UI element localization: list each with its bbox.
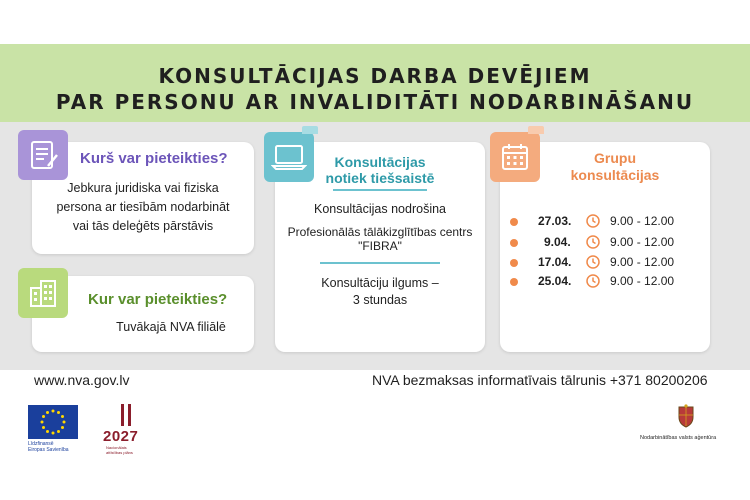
session-time: 9.00 - 12.00	[610, 274, 675, 288]
session-date: 27.03.	[538, 214, 572, 228]
where-to-apply-heading: Kur var pieteikties?	[88, 291, 228, 308]
calendar-icon	[490, 132, 540, 182]
group-heading-line1: Grupu	[594, 150, 636, 166]
who-can-apply-text-line2: persona ar tiesībām nodarbināt	[56, 200, 230, 214]
schedule-row	[510, 235, 700, 253]
clock-icon	[586, 214, 600, 228]
session-date: 9.04.	[544, 235, 571, 249]
clock-icon	[586, 255, 600, 269]
page-title-line2: PAR PERSONU AR INVALIDITĀTI NODARBINĀŠANU	[55, 90, 695, 114]
phone-info: NVA bezmaksas informatīvais tālrunis +371 80200206	[372, 372, 708, 388]
online-heading-line2: notiek tiešsaistē	[325, 170, 435, 186]
bullet-dot	[510, 239, 518, 247]
eu-caption-line2: Eiropas Savienība	[28, 447, 69, 453]
who-can-apply-text-line3: vai tās deleģēts pārstāvis	[72, 219, 214, 233]
eu-flag-logo	[28, 405, 78, 439]
agency-name: Nodarbinātības valsts aģentūra	[640, 435, 717, 441]
bullet-dot	[510, 259, 518, 267]
plan-year: 2027	[103, 428, 139, 445]
who-can-apply-heading: Kurš var pieteikties?	[80, 150, 228, 167]
building-icon	[18, 268, 68, 318]
session-time: 9.00 - 12.00	[610, 255, 675, 269]
provider-name-line2: "FIBRA"	[358, 239, 402, 253]
section-divider	[320, 262, 440, 264]
bullet-dot	[510, 278, 518, 286]
who-can-apply-text-line1: Jebkura juridiska vai fiziska	[67, 181, 219, 195]
online-heading-line1: Konsultācijas	[334, 154, 426, 170]
eu-caption	[28, 441, 69, 453]
schedule-row	[510, 255, 700, 273]
duration-text-line2: 3 stundas	[352, 293, 408, 307]
provided-by-text: Konsultācijas nodrošina	[313, 202, 447, 216]
plan-caption	[106, 445, 133, 455]
group-heading-line2: konsultācijas	[570, 167, 660, 183]
page-title-line1: KONSULTĀCIJAS DARBA DEVĒJIEM	[158, 64, 592, 88]
where-to-apply-text: Tuvākajā NVA filiālē	[116, 320, 226, 334]
eu-caption-line1: Līdzfinansē	[28, 441, 54, 447]
session-time: 9.00 - 12.00	[610, 235, 675, 249]
plan-caption-line2: attīstības plāns	[106, 450, 133, 455]
provider-name-line1: Profesionālās tālākizglītības centrs	[287, 225, 473, 239]
duration-text-line1: Konsultāciju ilgums –	[321, 276, 439, 290]
clock-icon	[586, 274, 600, 288]
session-date: 25.04.	[538, 274, 572, 288]
bullet-dot	[510, 218, 518, 226]
website-link[interactable]: www.nva.gov.lv	[34, 372, 130, 388]
schedule-row	[510, 214, 700, 232]
clock-icon	[586, 235, 600, 249]
session-time: 9.00 - 12.00	[610, 214, 675, 228]
session-date: 17.04.	[538, 255, 572, 269]
heading-underline	[333, 189, 427, 191]
checklist-icon	[18, 130, 68, 180]
coat-of-arms-icon	[676, 404, 696, 428]
plan-caption-line1: Nacionālais	[106, 445, 127, 450]
schedule-row	[510, 274, 700, 292]
